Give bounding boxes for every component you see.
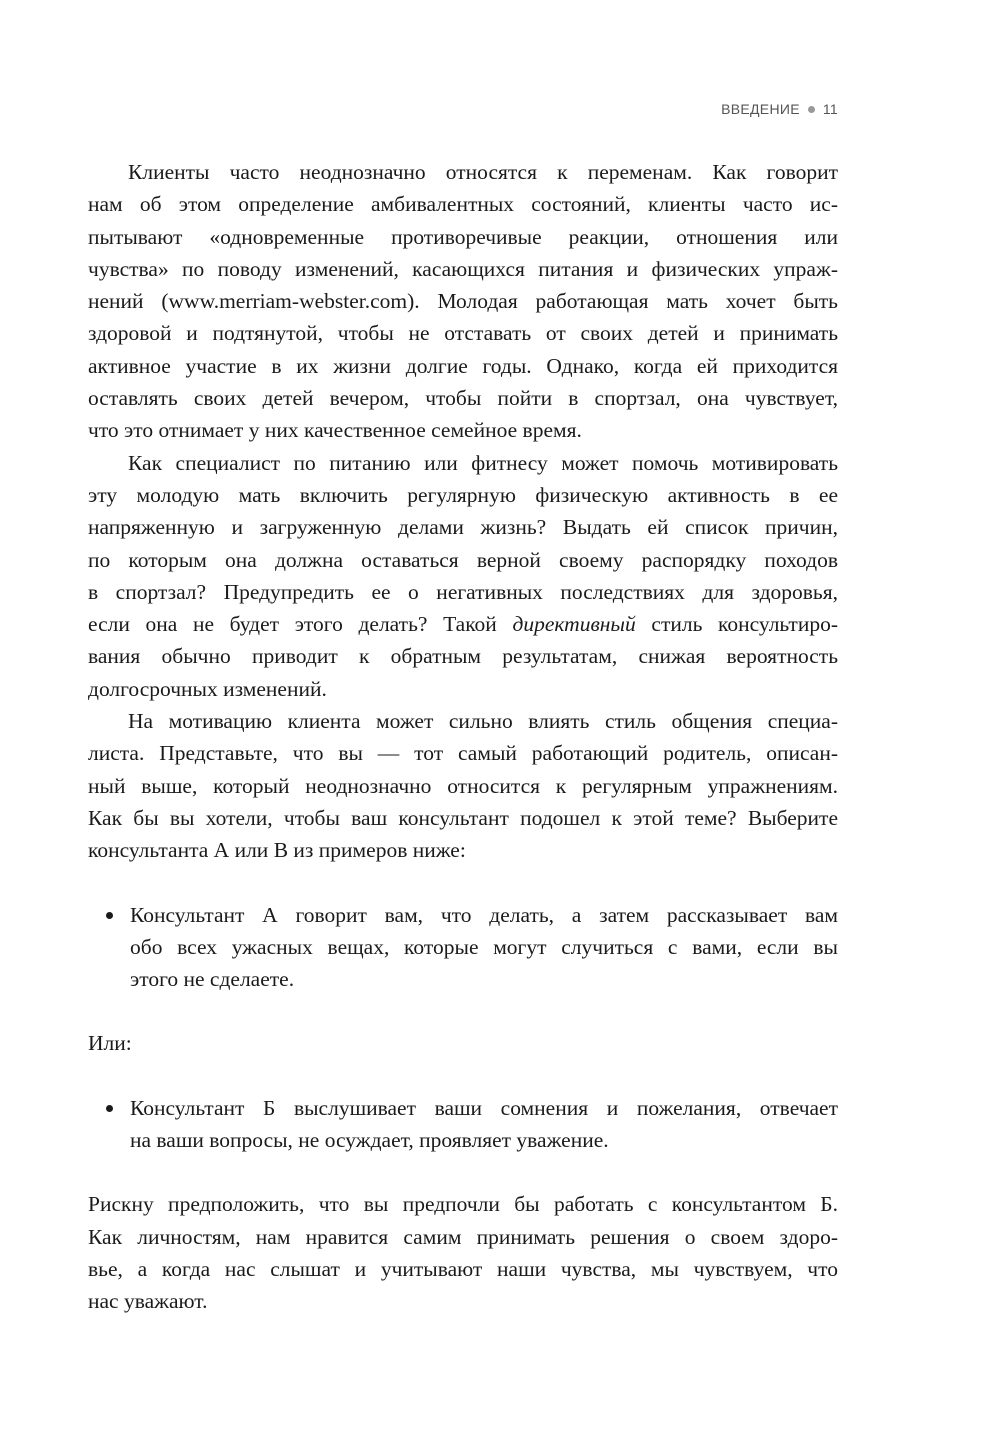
- section-title: ВВЕДЕНИЕ: [721, 101, 800, 117]
- paragraph-2: [88, 447, 838, 705]
- text-line: вания обычно приводит к обратным результатам, снижая вероятность: [88, 644, 838, 669]
- text-line: [88, 608, 838, 640]
- text-line: нас уважают.: [88, 1289, 208, 1314]
- text-line: по которым она должна оставаться верной своему распорядку походов: [88, 547, 838, 572]
- text-line: Рискну предположить, что вы предпочли бы работать с консультантом Б.: [88, 1192, 838, 1217]
- text-line: Консультант А говорит вам, что делать, а затем рассказывает вам: [130, 902, 838, 927]
- text-line: эту молодую мать включить регулярную физическую активность в ее: [88, 482, 838, 507]
- text-line: этого не сделаете.: [130, 967, 295, 992]
- paragraph-4: [88, 1188, 838, 1317]
- text-line: напряженную и загруженную делами жизнь? Выдать ей список причин,: [88, 515, 838, 540]
- bullet-icon: [106, 912, 113, 919]
- paragraph-3: [88, 705, 838, 866]
- bullet-separator-icon: [808, 106, 815, 113]
- text-line: ный выше, который неоднозначно относится к регулярным упражнениям.: [88, 773, 838, 798]
- text-span: стиль консультиро-: [635, 612, 838, 637]
- text-line: листа. Представьте, что вы — тот самый работающий родитель, описан-: [88, 741, 838, 766]
- bullet-item-b: [88, 1092, 838, 1157]
- text-line: пытывают «одновременные противоречивые реакции, отношения или: [88, 224, 838, 249]
- text-line: обо всех ужасных вещах, которые могут случиться с вами, если вы: [130, 934, 838, 959]
- text-line: Как бы вы хотели, чтобы ваш консультант подошел к этой теме? Выберите: [88, 805, 838, 830]
- paragraph-1: [88, 156, 838, 447]
- text-line: На мотивацию клиента может сильно влиять стиль общения специа-: [128, 709, 838, 734]
- text-line: в спортзал? Предупредить ее о негативных последствиях для здоровья,: [88, 579, 838, 604]
- text-line: чувства» по поводу изменений, касающихся питания и физических упраж-: [88, 256, 838, 281]
- text-line: Клиенты часто неоднозначно относятся к переменам. Как говорит: [128, 160, 838, 184]
- running-header: [721, 101, 838, 117]
- text-line: на ваши вопросы, не осуждает, проявляет уважение.: [130, 1128, 609, 1153]
- text-line: долгосрочных изменений.: [88, 676, 327, 701]
- text-line: что это отнимает у них качественное семейное время.: [88, 418, 582, 443]
- or-text: Или:: [88, 1031, 132, 1056]
- text-line: оставлять своих детей вечером, чтобы пойти в спортзал, она чувствует,: [88, 386, 838, 411]
- bullet-item-a: [88, 899, 838, 996]
- bullet-icon: [106, 1105, 113, 1112]
- text-line: активное участие в их жизни долгие годы. Однако, когда ей приходится: [88, 353, 838, 378]
- text-line: нений (www.merriam-webster.com). Молодая работающая мать хочет быть: [88, 289, 838, 314]
- text-line: вье, а когда нас слышат и учитывают наши чувства, мы чувствуем, что: [88, 1256, 838, 1281]
- text-line: консультанта А или В из примеров ниже:: [88, 838, 466, 863]
- text-line: нам об этом определение амбивалентных состояний, клиенты часто ис-: [88, 192, 838, 217]
- emphasis-directive: директивный: [512, 612, 636, 637]
- text-line: здоровой и подтянутой, чтобы не отставать от своих детей и принимать: [88, 321, 838, 346]
- text-line: Как специалист по питанию или фитнесу может помочь мотивировать: [128, 450, 838, 475]
- page-number: 11: [822, 101, 838, 117]
- text-line: Как личностям, нам нравится самим принимать решения о своем здоро-: [88, 1224, 838, 1249]
- page-body: [88, 156, 838, 1318]
- text-span: если она не будет этого делать? Такой: [88, 612, 513, 637]
- text-line: Консультант Б выслушивает ваши сомнения и пожелания, отвечает: [130, 1095, 838, 1120]
